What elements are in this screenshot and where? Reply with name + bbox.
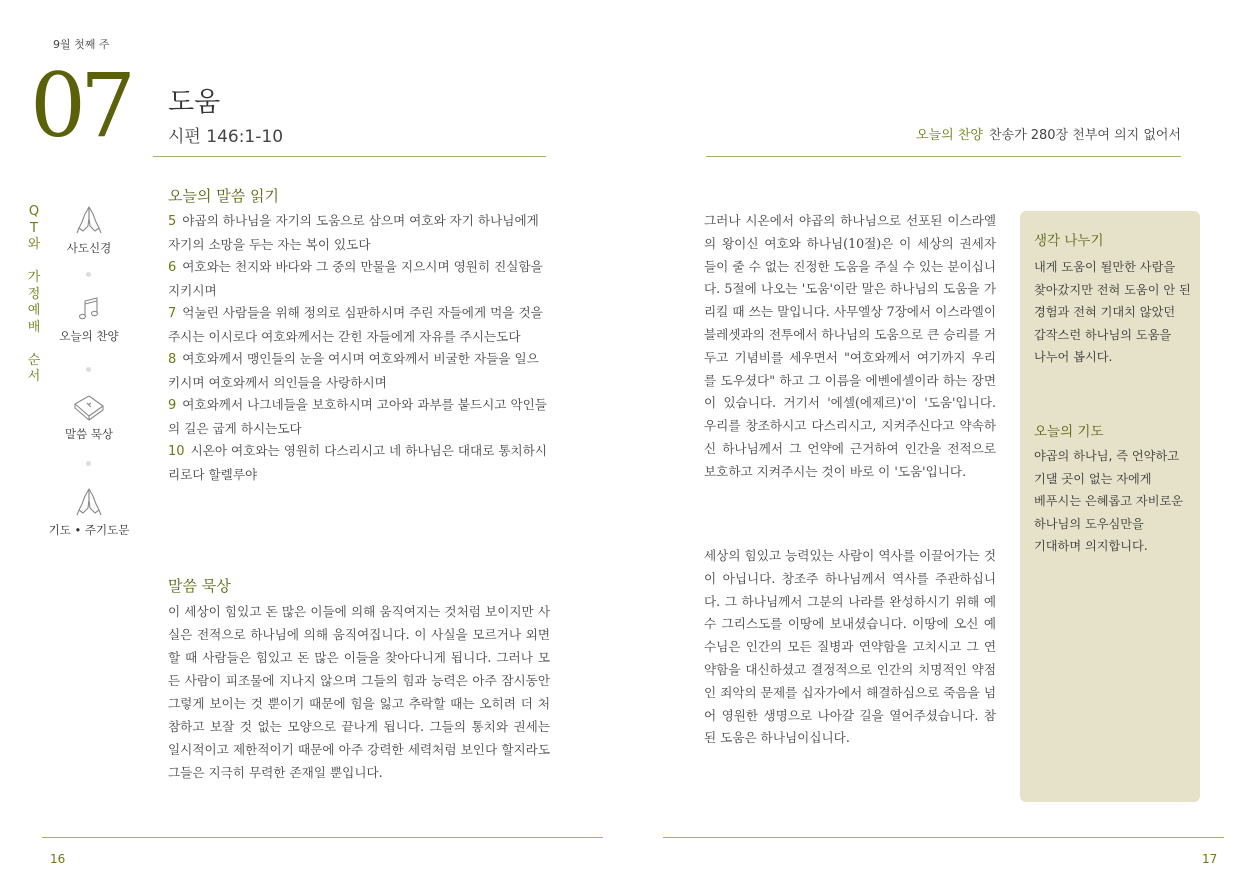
verse-list: [168, 210, 550, 486]
verse: [168, 440, 550, 486]
verse-text: 여호와께서 나그네들을 보호하시며 고아와 과부를 붙드시고 악인들의 길은 굽게 하시는도다: [168, 397, 547, 436]
hymn-label: 오늘의 찬양: [916, 128, 983, 143]
page-title: 도움: [168, 87, 221, 118]
meditation-paragraph-1: 이 세상이 힘있고 돈 많은 이들에 의해 움직여지는 것처럼 보이지만 사실은 전적으로 하나님에 의해 움직여집니다. 이 사실을 모르거나 외면할 때 사람들은 힘있고 돈 많은 이들을 찾아다니게 됩니다. 그러나 모든 사람이 피조물에 지나지 않으며 그들의 힘과 능력은 아주 잠시동안 그렇게 보이는 것 뿐이기 때문에 힘을 잃고 추락할 때는 오히려 더 처참하고 보잘 것 없는 모양으로 끝나게 됩니다. 그들의 통치와 권세는 일시적이고 제한적이기 때문에 아주 강력한 세력처럼 보인다 할지라도 그들은 지극히 무력한 존재일 뿐입니다.: [168, 604, 550, 780]
verse-number: 10: [168, 444, 185, 459]
praying-hands-icon: [74, 204, 104, 236]
meditation-paragraph-3: 세상의 힘있고 능력있는 사람이 역사를 이끌어가는 것이 아닙니다. 창조주 하나님께서 역사를 주관하십니다. 그 하나님께서 그분의 나라를 완성하시기 위해 예수 그리스도를 이땅에 보내셨습니다. 이땅에 오신 예수님은 인간의 모든 질병과 연약함을 고치시고 그 연약함을 대신하셨고 결정적으로 인간의 치명적인 약점인 죄악의 문제를 십자가에서 해결하심으로 죽음을 넘어 영원한 생명으로 나아갈 길을 열어주셨습니다. 참된 도움은 하나님이십니다.: [704, 548, 996, 746]
meditation-paragraph-2: 그러나 시온에서 야곱의 하나님으로 선포된 이스라엘의 왕이신 여호와 하나님(10절)은 이 세상의 권세자들이 줄 수 없는 진정한 도움을 주실 수 있는 분이십니다. 5절에 나오는 '도움'이란 말은 하나님의 도움을 가리킬 때 쓰는 말입니다. 사무엘상 7장에서 이스라엘이 블레셋과의 전투에서 하나님의 도움으로 큰 승리를 거두고 기념비를 세우면서 "여호와께서 여기까지 우리를 도우셨다" 하고 그 이름을 에벤에셀이라 하는 장면이 있습니다. 거기서 '에셀(에제르)'이 '도움'입니다. 우리를 창조하시고 다스리시고, 지켜주신다고 약속하신 하나님께서 그 언약에 근거하여 인간을 전적으로 보호하고 지켜주시는 것이 바로 이 '도움'입니다.: [704, 213, 996, 479]
verse: [168, 210, 550, 256]
sidebar-item-label: 말씀 묵상: [64, 427, 114, 441]
verse-text: 시온아 여호와는 영원히 다스리시고 네 하나님은 대대로 통치하시리로다 할렐루야: [168, 443, 548, 482]
day-number: 07: [30, 54, 130, 157]
hymn-title: 찬송가 280장 천부여 의지 없어서: [988, 128, 1181, 143]
sharing-heading: 생각 나누기: [1034, 233, 1104, 249]
scripture-reference: 시편 146:1-10: [168, 127, 284, 147]
prayer-text: 야곱의 하나님, 즉 언약하고 기댈 곳이 없는 자에게 베푸시는 은혜롭고 자비로운 하나님의 도우심만을 기대하며 의지합니다.: [1034, 449, 1184, 553]
bible-icon: [72, 392, 106, 422]
verse-number: 7: [168, 306, 177, 321]
sidebar-item-todays-hymn: [44, 296, 134, 344]
reading-heading: 오늘의 말씀 읽기: [168, 187, 279, 205]
verse-number: 9: [168, 398, 177, 413]
sidebar-dot: [86, 461, 91, 466]
verse: [168, 302, 550, 348]
sidebar-dot: [86, 272, 91, 277]
verse-text: 억눌린 사람들을 위해 정의로 심판하시며 주린 자들에게 먹을 것을 주시는 이시로다 여호와께서는 갇힌 자들에게 자유를 주시는도다: [168, 305, 543, 344]
footer-rule-right: [663, 837, 1224, 838]
qt-order-vertical-title: Q T 와 가 정 예 배 순 서: [27, 204, 41, 384]
sidebar-item-label: 사도신경: [66, 241, 112, 255]
meditation-heading: 말씀 묵상: [168, 577, 231, 595]
header-rule-right: [706, 156, 1181, 157]
sidebar-item-label: 기도 • 주기도문: [48, 523, 130, 537]
header-rule-left: [153, 156, 546, 157]
sidebar-item-word-meditation: [44, 392, 134, 442]
prayer-heading: 오늘의 기도: [1034, 424, 1104, 440]
sidebar-item-label: 오늘의 찬양: [59, 329, 119, 343]
hymn-info: [916, 124, 1181, 143]
verse-number: 5: [168, 214, 177, 229]
reflection-box: [1020, 211, 1200, 802]
week-label: 9월 첫째 주: [53, 38, 110, 51]
verse: [168, 394, 550, 440]
sidebar-item-apostles-creed: [44, 204, 134, 256]
verse-text: 여호와께서 맹인들의 눈을 여시며 여호와께서 비굴한 자들을 일으키시며 여호와께서 의인들을 사랑하시며: [168, 351, 539, 390]
music-note-icon: [74, 296, 104, 324]
verse-number: 6: [168, 260, 177, 275]
footer-rule-left: [42, 837, 603, 838]
praying-hands-icon: [74, 486, 104, 518]
verse: [168, 348, 550, 394]
sidebar-item-prayer: [44, 486, 134, 538]
sharing-text: 내게 도움이 될만한 사람을 찾아갔지만 전혀 도움이 안 된 경험과 전혀 기대치 않았던 갑작스런 하나님의 도움을 나누어 봅시다.: [1034, 260, 1191, 364]
page-number-right: 17: [1202, 852, 1218, 866]
sidebar-dot: [86, 367, 91, 372]
verse-text: 야곱의 하나님을 자기의 도움으로 삼으며 여호와 자기 하나님에게 자기의 소망을 두는 자는 복이 있도다: [168, 213, 539, 252]
page-number-left: 16: [50, 852, 66, 866]
verse-text: 여호와는 천지와 바다와 그 중의 만물을 지으시며 영원히 진실함을 지키시며: [168, 259, 543, 298]
verse-number: 8: [168, 352, 177, 367]
verse: [168, 256, 550, 302]
